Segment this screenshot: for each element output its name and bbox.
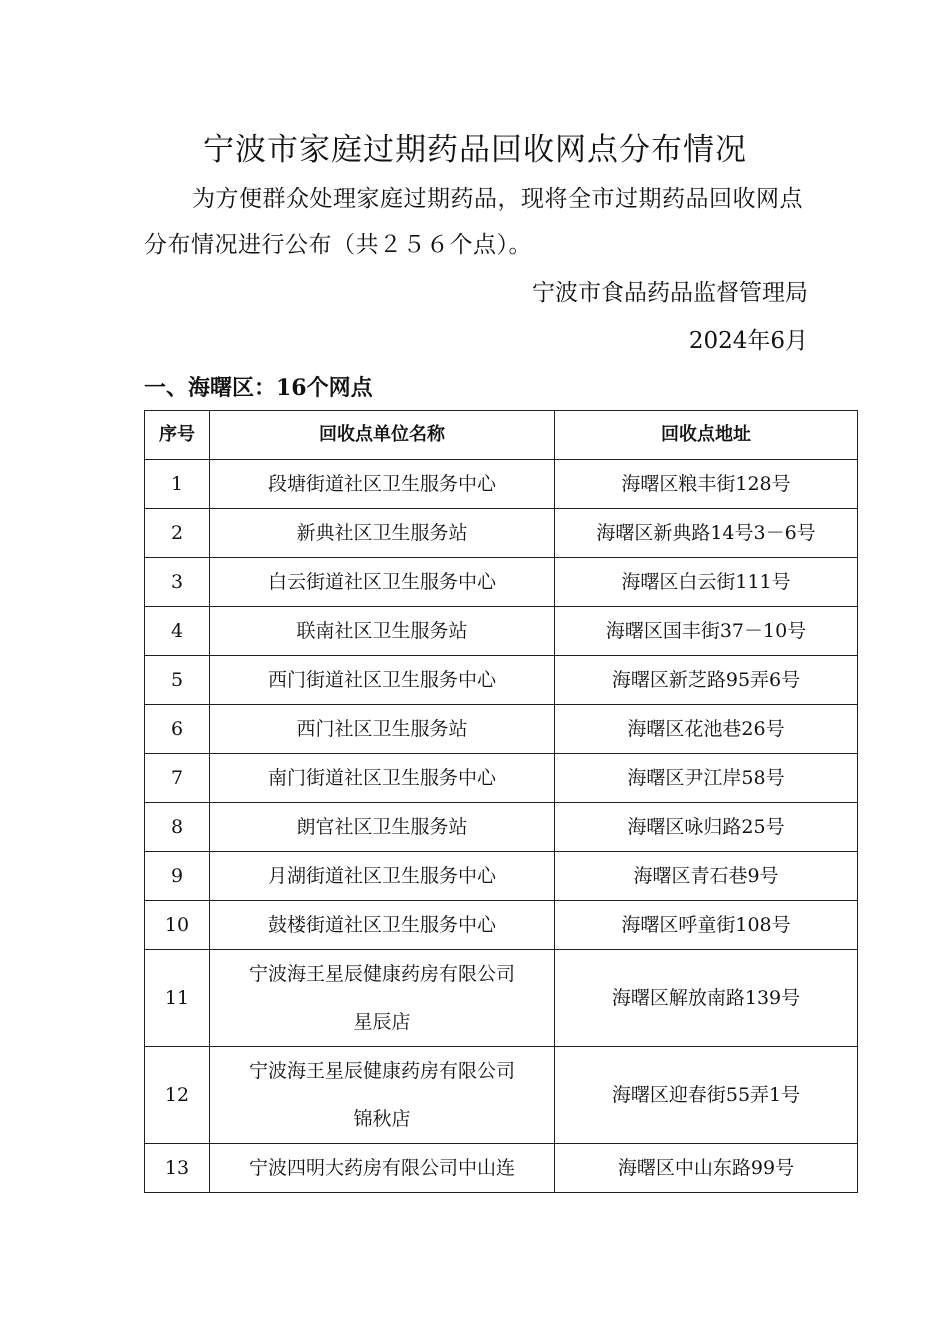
row-number: 8 <box>145 803 210 852</box>
table-row <box>145 901 858 950</box>
unit-name <box>210 852 555 901</box>
section-heading: 一、海曙区：16个网点 <box>144 375 373 401</box>
unit-name <box>210 607 555 656</box>
row-number: 10 <box>145 901 210 950</box>
unit-name-line: 西门街道社区卫生服务中心 <box>267 669 496 691</box>
row-number: 4 <box>145 607 210 656</box>
unit-name-line: 西门社区卫生服务站 <box>296 718 468 740</box>
row-number: 13 <box>145 1144 210 1193</box>
table-row <box>145 656 858 705</box>
header-unit-name: 回收点单位名称 <box>210 411 555 460</box>
row-number: 1 <box>145 460 210 509</box>
table-row <box>145 509 858 558</box>
issue-date: 2024年6月 <box>688 328 808 354</box>
table-row <box>145 950 858 1047</box>
table-row <box>145 754 858 803</box>
unit-name <box>210 1047 555 1144</box>
unit-name <box>210 901 555 950</box>
unit-name-line: 宁波海王星辰健康药房有限公司 <box>248 1060 515 1082</box>
table-row <box>145 558 858 607</box>
address: 海曙区解放南路139号 <box>555 950 858 1047</box>
unit-name <box>210 460 555 509</box>
table-row <box>145 1047 858 1144</box>
table-row <box>145 803 858 852</box>
unit-name-line: 锦秋店 <box>353 1108 411 1130</box>
address: 海曙区迎春街55弄1号 <box>555 1047 858 1144</box>
unit-name <box>210 1144 555 1193</box>
address: 海曙区咏归路25号 <box>555 803 858 852</box>
unit-name <box>210 558 555 607</box>
unit-name-line: 月湖街道社区卫生服务中心 <box>267 865 496 887</box>
recycling-points-table <box>144 410 858 1193</box>
document-title: 宁波市家庭过期药品回收网点分布情况 <box>203 132 747 168</box>
unit-name-line: 白云街道社区卫生服务中心 <box>267 571 496 593</box>
unit-name <box>210 803 555 852</box>
unit-name-line: 联南社区卫生服务站 <box>296 620 468 642</box>
address: 海曙区新典路14号3－6号 <box>555 509 858 558</box>
row-number: 2 <box>145 509 210 558</box>
header-number: 序号 <box>145 411 210 460</box>
unit-name-line: 宁波四明大药房有限公司中山连 <box>248 1157 515 1179</box>
unit-name-line: 段塘街道社区卫生服务中心 <box>267 473 496 495</box>
unit-name <box>210 705 555 754</box>
unit-name-line: 南门街道社区卫生服务中心 <box>267 767 496 789</box>
unit-name <box>210 656 555 705</box>
address: 海曙区尹江岸58号 <box>555 754 858 803</box>
address: 海曙区呼童街108号 <box>555 901 858 950</box>
table-row <box>145 460 858 509</box>
row-number: 7 <box>145 754 210 803</box>
unit-name <box>210 509 555 558</box>
table-row <box>145 1144 858 1193</box>
table-row <box>145 607 858 656</box>
address: 海曙区白云街111号 <box>555 558 858 607</box>
row-number: 5 <box>145 656 210 705</box>
table-body <box>145 460 858 1193</box>
unit-name <box>210 754 555 803</box>
issuing-authority: 宁波市食品药品监督管理局 <box>532 280 808 306</box>
header-address: 回收点地址 <box>555 411 858 460</box>
row-number: 3 <box>145 558 210 607</box>
row-number: 6 <box>145 705 210 754</box>
address: 海曙区青石巷9号 <box>555 852 858 901</box>
unit-name-line: 鼓楼街道社区卫生服务中心 <box>267 914 496 936</box>
unit-name-line: 星辰店 <box>353 1011 411 1033</box>
address: 海曙区新芝路95弄6号 <box>555 656 858 705</box>
unit-name-line: 新典社区卫生服务站 <box>296 522 468 544</box>
unit-name <box>210 950 555 1047</box>
table-row <box>145 705 858 754</box>
address: 海曙区花池巷26号 <box>555 705 858 754</box>
row-number: 11 <box>145 950 210 1047</box>
row-number: 12 <box>145 1047 210 1144</box>
address: 海曙区粮丰街128号 <box>555 460 858 509</box>
table-row <box>145 852 858 901</box>
table-header-row <box>145 411 858 460</box>
address: 海曙区国丰街37－10号 <box>555 607 858 656</box>
intro-paragraph: 为方便群众处理家庭过期药品，现将全市过期药品回收网点分布情况进行公布（共２５６个点）。 <box>144 186 803 258</box>
row-number: 9 <box>145 852 210 901</box>
unit-name-line: 宁波海王星辰健康药房有限公司 <box>248 963 515 985</box>
unit-name-line: 朗官社区卫生服务站 <box>296 816 468 838</box>
address: 海曙区中山东路99号 <box>555 1144 858 1193</box>
